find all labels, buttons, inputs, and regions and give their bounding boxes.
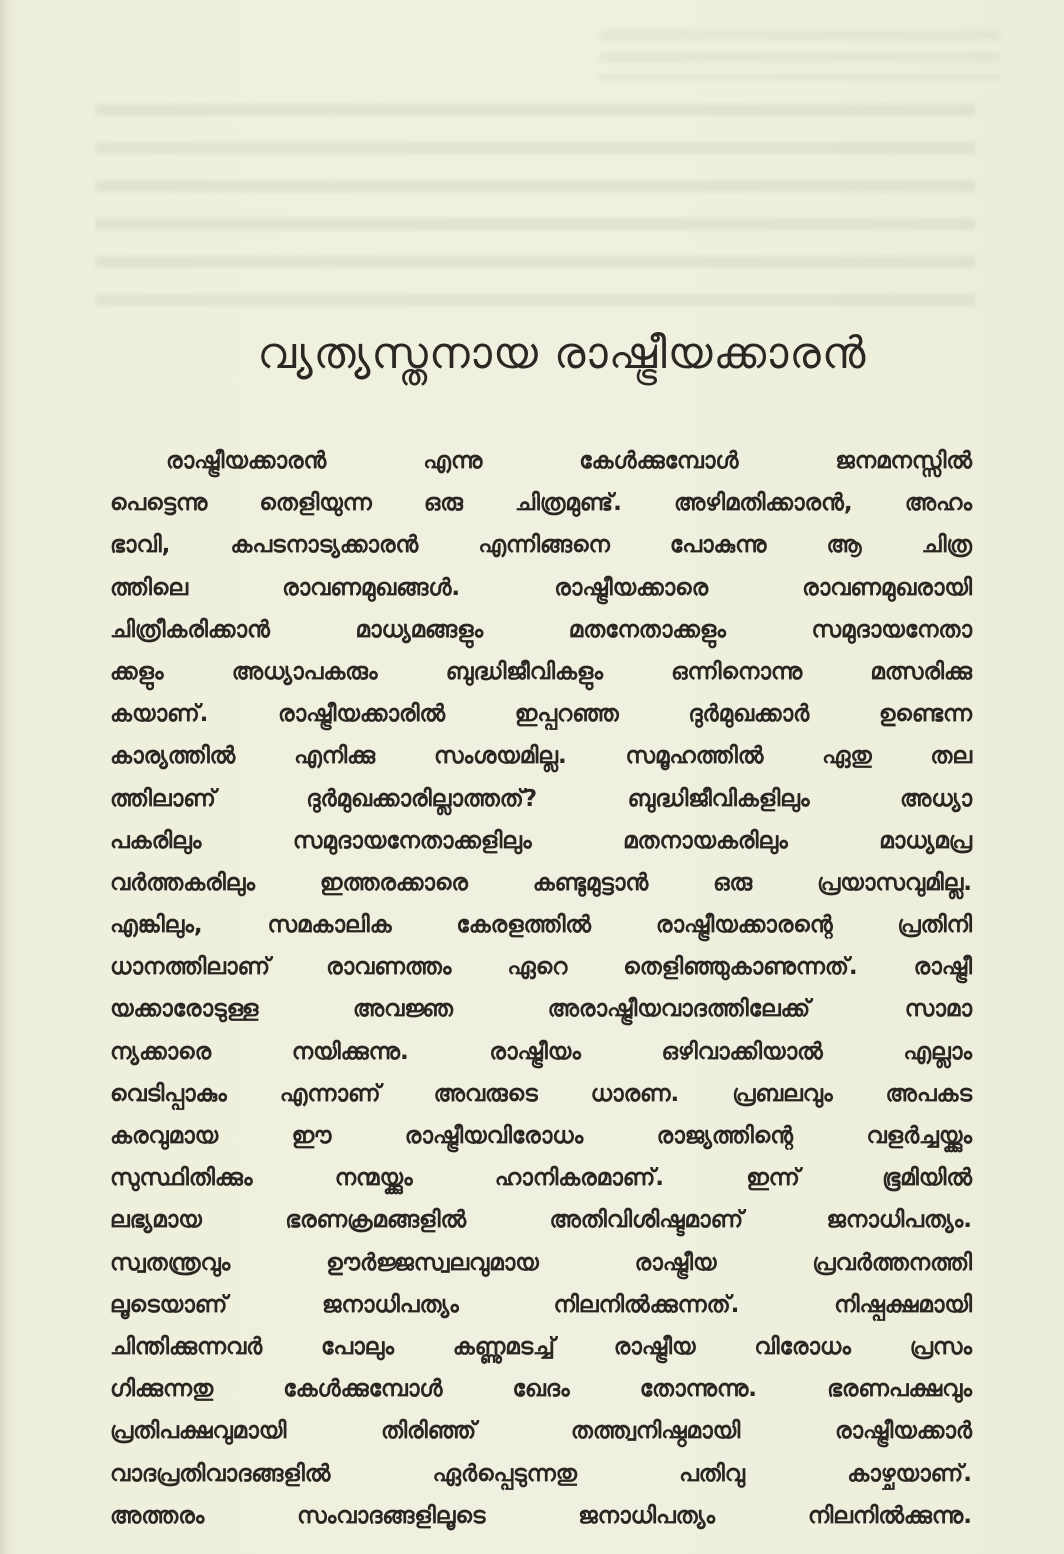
- body-line: പകരിലും സമുദായനേതാക്കളിലും മതനായകരിലും മാധ്യമപ്ര: [110, 827, 972, 854]
- body-line: സ്വതന്ത്രവും ഊർജ്ജസ്വലവുമായ രാഷ്ട്രീയ പ്രവർത്തനത്തി: [110, 1249, 972, 1276]
- body-line: വെടിപ്പാകും എന്നാണ് അവരുടെ ധാരണ. പ്രബലവും അപകട: [110, 1080, 972, 1107]
- body-line: വാദപ്രതിവാദങ്ങളിൽ ഏർപ്പെടുന്നതു പതിവു കാഴ്ചയാണ്.: [110, 1460, 972, 1487]
- body-line: ക്കളും അധ്യാപകരും ബുദ്ധിജീവികളും ഒന്നിനൊന്നു മത്സരിക്കു: [110, 658, 972, 685]
- body-line: ത്തിലാണ് ദുർമുഖക്കാരില്ലാത്തത്? ബുദ്ധിജീവികളിലും അധ്യാ: [110, 785, 972, 812]
- chapter-body: [110, 440, 972, 1537]
- body-line: എങ്കിലും, സമകാലിക കേരളത്തിൽ രാഷ്ട്രീയക്കാരന്റെ പ്രതിനി: [110, 912, 972, 939]
- body-line: കാര്യത്തിൽ എനിക്കു സംശയമില്ല. സമൂഹത്തിൽ ഏതു തല: [110, 743, 972, 770]
- body-line: അത്തരം സംവാദങ്ങളിലൂടെ ജനാധിപത്യം നിലനിൽക്കുന്നു.: [110, 1502, 972, 1529]
- body-line: പെട്ടെന്നു തെളിയുന്ന ഒരു ചിത്രമുണ്ട്. അഴിമതിക്കാരൻ, അഹം: [110, 490, 972, 517]
- chapter-title: വ്യത്യസ്തനായ രാഷ്ട്രീയക്കാരൻ: [257, 328, 867, 379]
- body-line: ഗിക്കുന്നതു കേൾക്കുമ്പോൾ ഖേദം തോന്നുന്നു. ഭരണപക്ഷവും: [110, 1376, 972, 1403]
- body-line: വർത്തകരിലും ഇത്തരക്കാരെ കണ്ടുമുട്ടാൻ ഒരു പ്രയാസവുമില്ല.: [110, 869, 972, 896]
- body-line: ചിന്തിക്കുന്നവർ പോലും കണ്ണുമടച്ച് രാഷ്ട്രീയ വിരോധം പ്രസം: [110, 1333, 972, 1360]
- body-line: സുസ്ഥിതിക്കും നന്മയ്ക്കും ഹാനികരമാണ്. ഇന്ന് ഭൂമിയിൽ: [110, 1165, 972, 1192]
- body-line: യക്കാരോടുള്ള അവജ്ഞ അരാഷ്ട്രീയവാദത്തിലേക്ക് സാമാ: [110, 996, 972, 1023]
- reverse-side-bleed-through-header: [600, 30, 1000, 80]
- body-line: ചിത്രീകരിക്കാൻ മാധ്യമങ്ങളും മതനേതാക്കളും സമുദായനേതാ: [110, 616, 972, 643]
- body-line: ലഭ്യമായ ഭരണക്രമങ്ങളിൽ അതിവിശിഷ്ടമാണ് ജനാധിപത്യം.: [110, 1207, 972, 1234]
- body-line: പ്രതിപക്ഷവുമായി തിരിഞ്ഞ് തത്ത്വനിഷ്ഠമായി രാഷ്ട്രീയക്കാർ: [110, 1418, 972, 1445]
- body-line: ത്തിലെ രാവണമുഖങ്ങൾ. രാഷ്ട്രീയക്കാരെ രാവണമുഖരായി: [110, 574, 972, 601]
- body-line: കയാണ്. രാഷ്ട്രീയക്കാരിൽ ഇപ്പറഞ്ഞ ദുർമുഖക്കാർ ഉണ്ടെന്ന: [110, 701, 972, 728]
- body-line: ലൂടെയാണ് ജനാധിപത്യം നിലനിൽക്കുന്നത്. നിഷ്പക്ഷമായി: [110, 1291, 972, 1318]
- body-line: കരവുമായ ഈ രാഷ്ട്രീയവിരോധം രാജ്യത്തിന്റെ വളർച്ചയ്ക്കും: [110, 1123, 972, 1149]
- body-line: രാഷ്ട്രീയക്കാരൻ എന്നു കേൾക്കുമ്പോൾ ജനമനസ്സിൽ: [166, 448, 972, 474]
- body-line: ധാനത്തിലാണ് രാവണത്തം ഏറെ തെളിഞ്ഞുകാണുന്നത്. രാഷ്ട്രീ: [110, 954, 972, 981]
- body-line: ഭാവി, കപടനാട്യക്കാരൻ എന്നിങ്ങനെ പോകുന്നു ആ ചിത്ര: [110, 532, 972, 559]
- reverse-side-bleed-through: [95, 90, 975, 320]
- body-line: ന്യക്കാരെ നയിക്കുന്നു. രാഷ്ട്രീയം ഒഴിവാക്കിയാൽ എല്ലാം: [110, 1038, 972, 1065]
